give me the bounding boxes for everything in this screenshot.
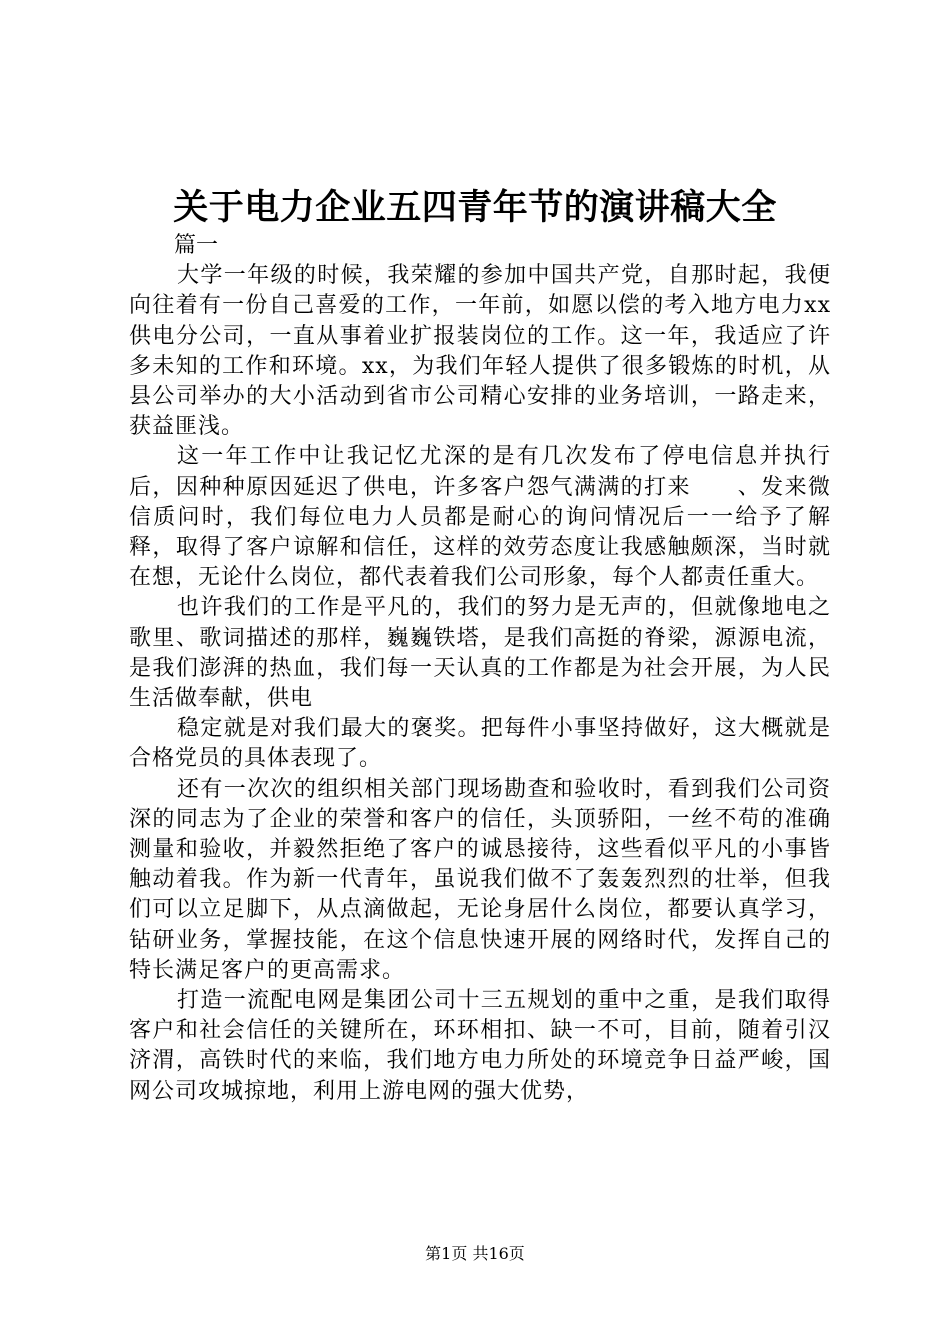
paragraph-1: 大学一年级的时候，我荣耀的参加中国共产党，自那时起，我便向往着有一份自己喜爱的工作，一年前，如愿以偿的考入地方电力xx供电分公司，一直从事着业扩报装岗位的工作。这一年，我适应了许多未知的工作和环境。xx，为我们年轻人提供了很多锻炼的时机，从县公司举办的大小活动到省市公司精心安排的业务培训，一路走来，获益匪浅。 [129, 263, 831, 440]
paragraph-2: 这一年工作中让我记忆尤深的是有几次发布了停电信息并执行后，因种种原因延迟了供电，许多客户怨气满满的打来 、发来微信质问时，我们每位电力人员都是耐心的询问情况后一一给予了解释，取得了客户谅解和信任，这样的效劳态度让我感触颇深，当时就在想，无论什么岗位，都代表着我们公司形象，每个人都责任重大。 [129, 444, 831, 591]
paragraph-3: 也许我们的工作是平凡的，我们的努力是无声的，但就像地电之歌里、歌词描述的那样，巍巍铁塔，是我们高挺的脊梁，源源电流，是我们澎湃的热血，我们每一天认真的工作都是为社会开展，为人民生活做奉献，供电 [129, 595, 831, 712]
paragraph-5: 还有一次次的组织相关部门现场勘查和验收时，看到我们公司资深的同志为了企业的荣誉和客户的信任，头顶骄阳，一丝不苟的准确测量和验收，并毅然拒绝了客户的诚恳接待，这些看似平凡的小事皆触动着我。作为新一代青年，虽说我们做不了轰轰烈烈的壮举，但我们可以立足脚下，从点滴做起，无论身居什么岗位，都要认真学习，钻研业务，掌握技能，在这个信息快速开展的网络时代，发挥自己的特长满足客户的更高需求。 [129, 776, 831, 983]
section-label: 篇一 [174, 233, 219, 258]
page-footer: 第1页 共16页 [425, 1244, 525, 1263]
paragraph-4: 稳定就是对我们最大的褒奖。把每件小事坚持做好，这大概就是合格党员的具体表现了。 [129, 716, 831, 772]
paragraph-6: 打造一流配电网是集团公司十三五规划的重中之重，是我们取得客户和社会信任的关键所在，环环相扣、缺一不可，目前，随着引汉济渭，高铁时代的来临，我们地方电力所处的环境竞争日益严峻，国网公司攻城掠地，利用上游电网的强大优势， [129, 988, 831, 1104]
document-body [129, 231, 831, 1107]
document-title: 关于电力企业五四青年节的演讲稿大全 [173, 188, 777, 228]
